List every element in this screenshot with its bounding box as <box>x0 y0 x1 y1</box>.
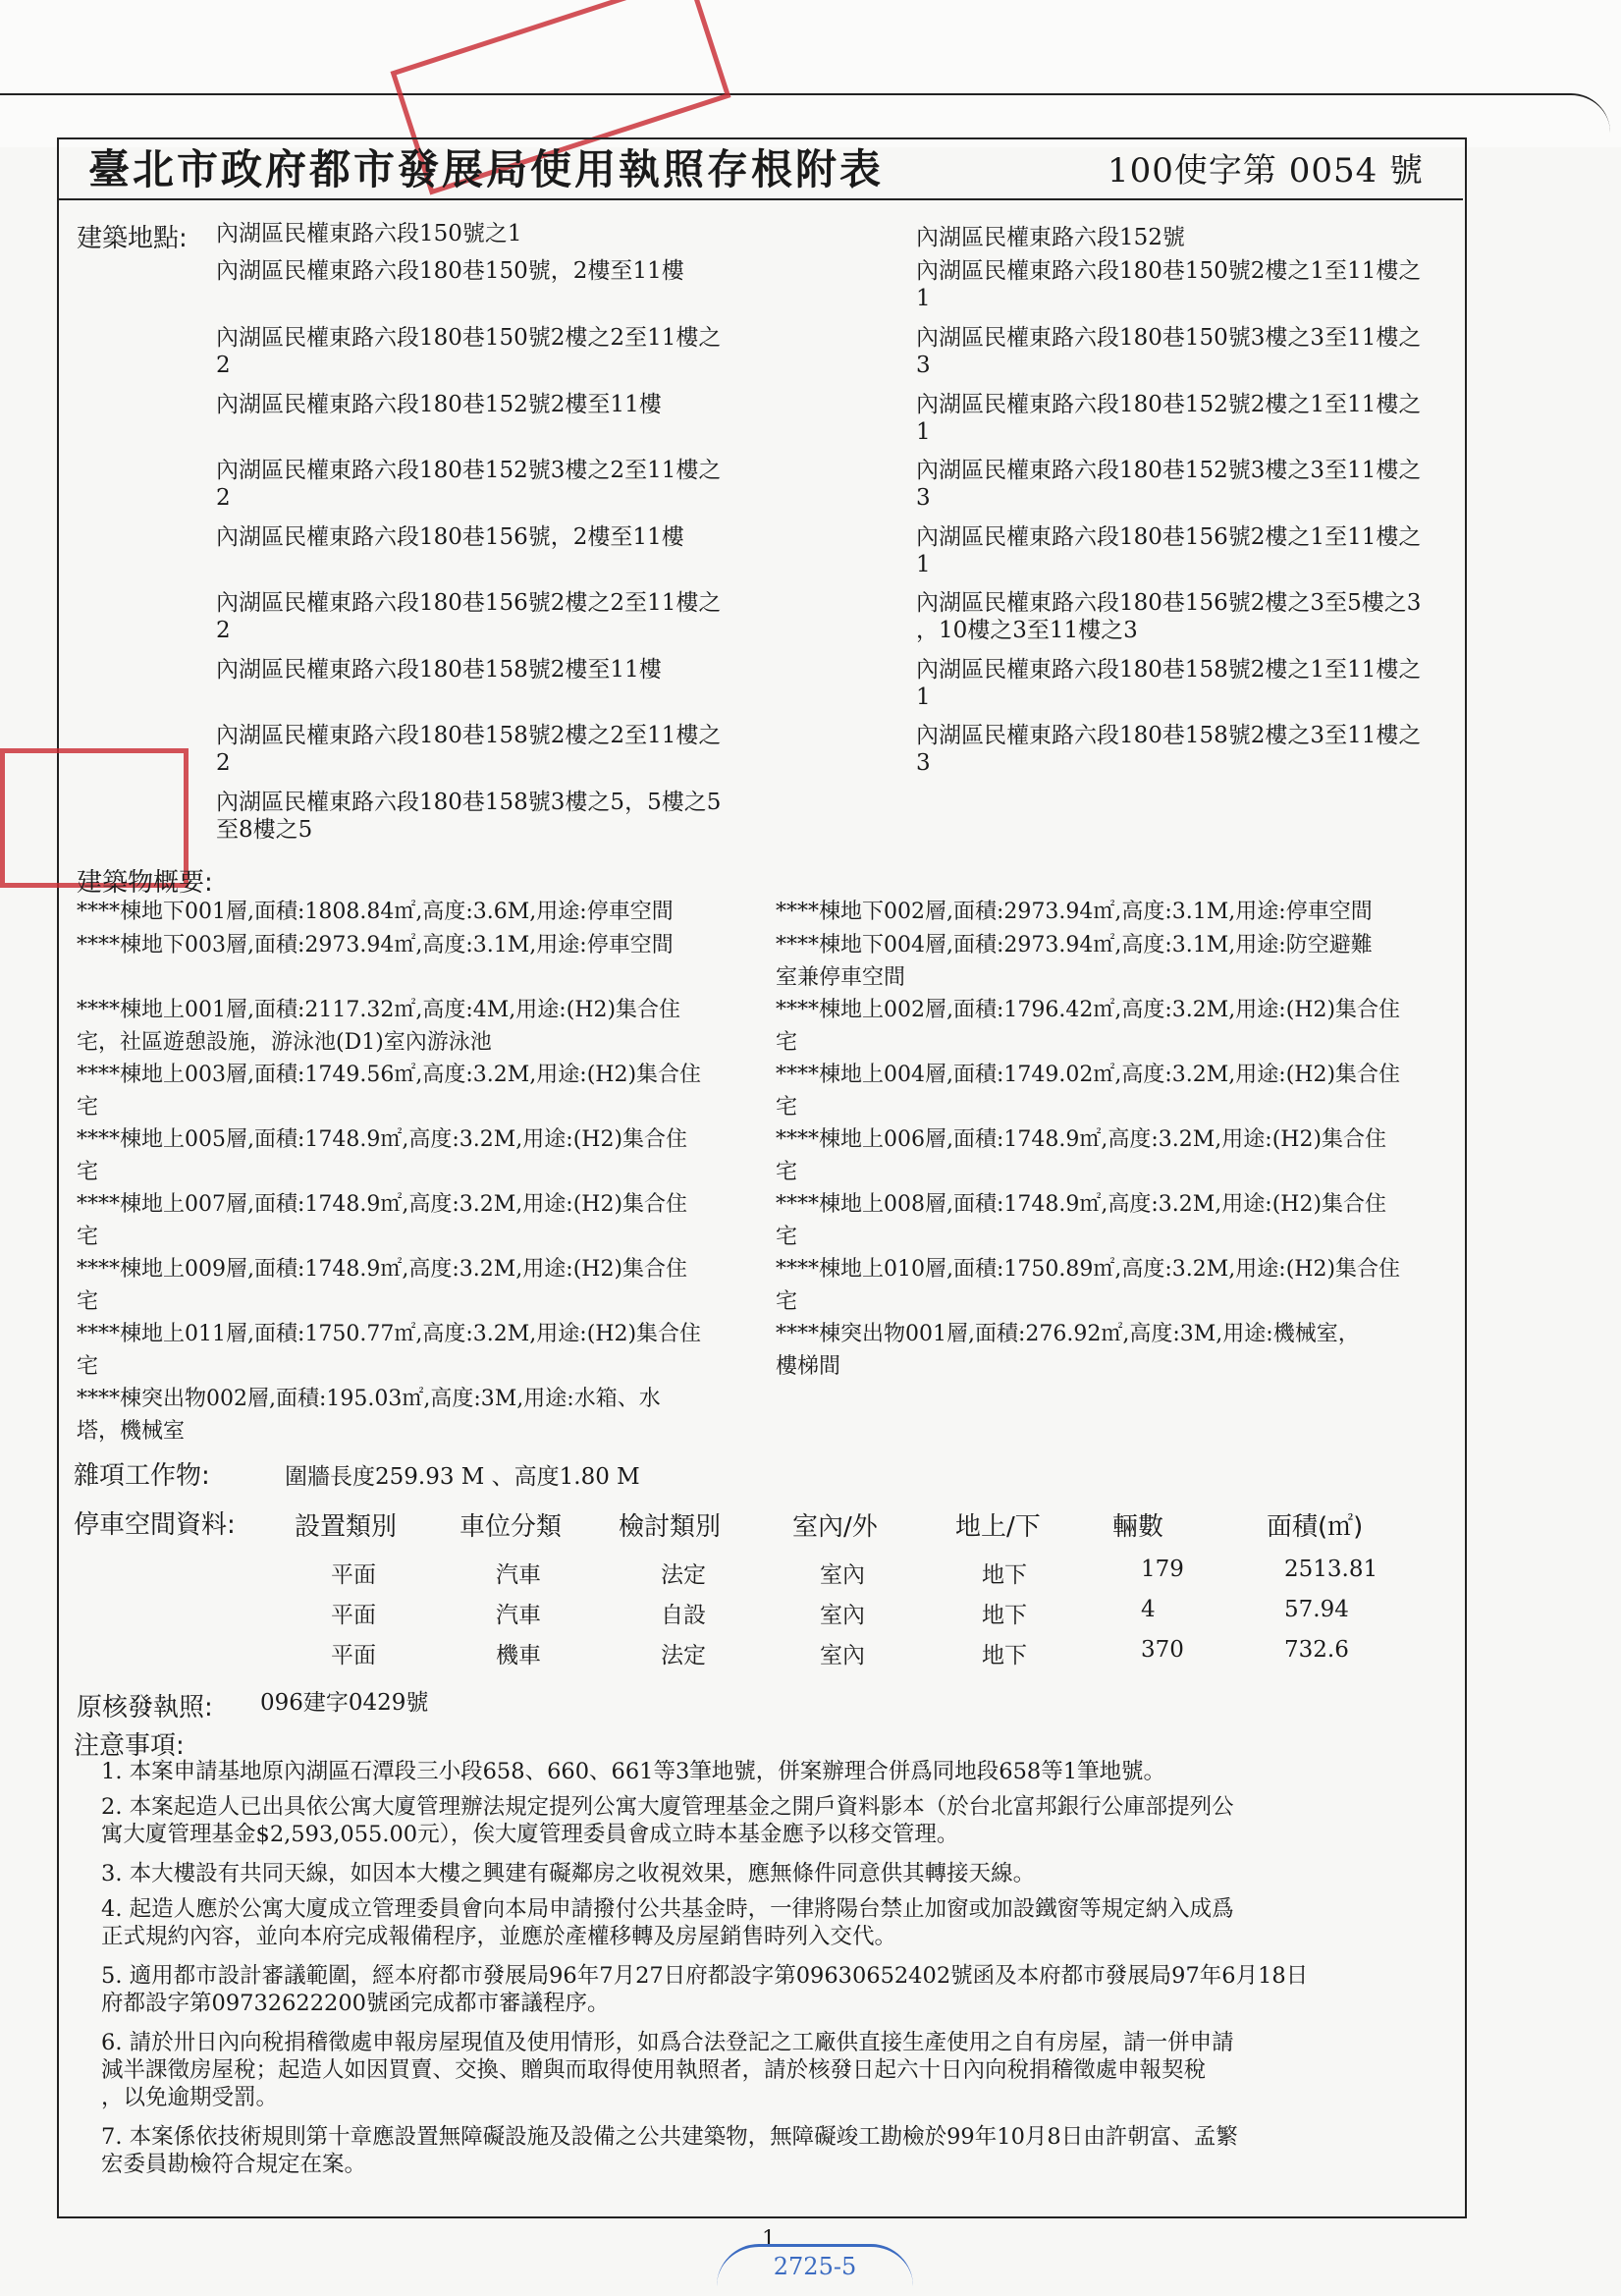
summary-right-item: ****棟突出物001層,面積:276.92㎡,高度:3M,用途:機械室， 樓梯間 <box>776 1322 1360 1379</box>
location-right-item: 內湖區民權東路六段180巷156號2樓之3至5樓之3 ，10樓之3至11樓之3 <box>916 590 1422 643</box>
location-left-item: 內湖區民權東路六段180巷158號2樓至11樓 <box>216 657 662 683</box>
summary-label: 建築物概要: <box>77 868 213 898</box>
location-right-item: 內湖區民權東路六段180巷152號3樓之3至11樓之 3 <box>916 458 1422 511</box>
parking-cell: 地下 <box>982 1562 1027 1588</box>
misc-label: 雜項工作物: <box>74 1461 210 1491</box>
location-left-item: 內湖區民權東路六段150號之1 <box>216 221 522 246</box>
parking-cell: 57.94 <box>1284 1597 1349 1622</box>
location-right-item: 內湖區民權東路六段152號 <box>916 225 1185 250</box>
parking-label: 停車空間資料: <box>74 1510 236 1540</box>
summary-left-item: ****棟地上003層,面積:1749.56㎡,高度:3.2M,用途:(H2)集合住 宅 <box>77 1063 702 1120</box>
summary-left-item: ****棟地上011層,面積:1750.77㎡,高度:3.2M,用途:(H2)集合住 宅 <box>77 1322 702 1379</box>
location-right-item: 內湖區民權東路六段180巷152號2樓之1至11樓之 1 <box>916 392 1422 445</box>
summary-left-item: ****棟地下001層,面積:1808.84㎡,高度:3.6M,用途:停車空間 <box>77 900 674 924</box>
note-item: 4. 起造人應於公寓大廈成立管理委員會向本局申請撥付公共基金時，一律將陽台禁止加窗或加設鐵窗等規定納入成爲 正式規約內容，並向本府完成報備程序，並應於產權移轉及房屋銷售時列入交代。 <box>101 1896 1234 1949</box>
parking-cell: 地下 <box>982 1603 1027 1628</box>
parking-header: 檢討類別 <box>619 1512 722 1542</box>
parking-cell: 汽車 <box>496 1562 541 1588</box>
location-left-item: 內湖區民權東路六段180巷152號2樓至11樓 <box>216 392 662 417</box>
parking-header: 車位分類 <box>459 1512 563 1542</box>
summary-right-item: ****棟地上008層,面積:1748.9㎡,高度:3.2M,用途:(H2)集合住 宅 <box>776 1192 1387 1249</box>
location-right-item: 內湖區民權東路六段180巷156號2樓之1至11樓之 1 <box>916 524 1422 577</box>
parking-cell: 法定 <box>661 1643 706 1668</box>
original-permit-value: 096建字0429號 <box>260 1690 429 1716</box>
summary-right-item: ****棟地上010層,面積:1750.89㎡,高度:3.2M,用途:(H2)集合住 宅 <box>776 1257 1401 1314</box>
note-item: 3. 本大樓設有共同天線，如因本大樓之興建有礙鄰房之收視效果，應無條件同意供其轉接天線。 <box>101 1861 1036 1886</box>
note-item: 2. 本案起造人已出具依公寓大廈管理辦法規定提列公寓大廈管理基金之開戶資料影本（於台北富邦銀行公庫部提列公 寓大廈管理基金$2,593,055.00元），俟大廈管理委員會成立時本基金應予以移交管理。 <box>101 1794 1234 1847</box>
location-left-item: 內湖區民權東路六段180巷150號，2樓至11樓 <box>216 258 684 284</box>
summary-right-item: ****棟地上006層,面積:1748.9㎡,高度:3.2M,用途:(H2)集合住 宅 <box>776 1127 1387 1184</box>
parking-cell: 4 <box>1141 1597 1156 1622</box>
parking-cell: 機車 <box>496 1643 541 1668</box>
document-title: 臺北市政府都市發展局使用執照存根附表 <box>88 145 885 193</box>
location-right-item: 內湖區民權東路六段180巷150號2樓之1至11樓之 1 <box>916 258 1422 311</box>
parking-cell: 平面 <box>331 1643 376 1668</box>
parking-cell: 地下 <box>982 1643 1027 1668</box>
note-item: 6. 請於卅日內向稅捐稽徵處申報房屋現值及使用情形，如爲合法登記之工廠供直接生產使用之自有房屋，請一併申請 減半課徵房屋稅；起造人如因買賣、交換、贈與而取得使用執照者，請於核發日起六十日內向稅捐稽徵處申報契稅 ，以免逾期受罰。 <box>101 2030 1234 2110</box>
parking-cell: 室內 <box>820 1603 865 1628</box>
bottom-stamp: 2725-5 <box>717 2244 913 2286</box>
location-left-item: 內湖區民權東路六段180巷156號，2樓至11樓 <box>216 524 684 550</box>
parking-cell: 179 <box>1141 1557 1184 1582</box>
location-left-item: 內湖區民權東路六段180巷150號2樓之2至11樓之 2 <box>216 325 722 378</box>
parking-header: 面積(㎡) <box>1267 1512 1364 1542</box>
location-left-item: 內湖區民權東路六段180巷158號3樓之5，5樓之5 至8樓之5 <box>216 790 722 843</box>
summary-right-item: ****棟地上002層,面積:1796.42㎡,高度:3.2M,用途:(H2)集合住 宅 <box>776 998 1401 1055</box>
misc-value: 圍牆長度259.93 M 、高度1.80 M <box>285 1464 640 1490</box>
note-item: 1. 本案申請基地原內湖區石潭段三小段658、660、661等3筆地號，併案辦理合併爲同地段658等1筆地號。 <box>101 1759 1166 1784</box>
summary-left-item: ****棟地上005層,面積:1748.9㎡,高度:3.2M,用途:(H2)集合住 宅 <box>77 1127 688 1184</box>
parking-header: 設置類別 <box>295 1512 398 1542</box>
summary-left-item: ****棟地下003層,面積:2973.94㎡,高度:3.1M,用途:停車空間 <box>77 933 674 957</box>
parking-cell: 自設 <box>661 1603 706 1628</box>
summary-right-item: ****棟地上004層,面積:1749.02㎡,高度:3.2M,用途:(H2)集合住 宅 <box>776 1063 1401 1120</box>
parking-header: 輛數 <box>1112 1512 1164 1542</box>
location-right-item: 內湖區民權東路六段180巷158號2樓之3至11樓之 3 <box>916 723 1422 776</box>
parking-cell: 732.6 <box>1284 1637 1349 1663</box>
summary-right-item: ****棟地下004層,面積:2973.94㎡,高度:3.1M,用途:防空避難 室兼停車空間 <box>776 933 1373 990</box>
parking-cell: 汽車 <box>496 1603 541 1628</box>
parking-cell: 室內 <box>820 1643 865 1668</box>
location-left-item: 內湖區民權東路六段180巷152號3樓之2至11樓之 2 <box>216 458 722 511</box>
parking-cell: 平面 <box>331 1603 376 1628</box>
parking-cell: 平面 <box>331 1562 376 1588</box>
page-number: 1 <box>762 2227 776 2252</box>
summary-left-item: ****棟突出物002層,面積:195.03㎡,高度:3M,用途:水箱、水 塔，機械室 <box>77 1387 661 1444</box>
summary-left-item: ****棟地上007層,面積:1748.9㎡,高度:3.2M,用途:(H2)集合住 宅 <box>77 1192 688 1249</box>
parking-cell: 室內 <box>820 1562 865 1588</box>
location-left-item: 內湖區民權東路六段180巷156號2樓之2至11樓之 2 <box>216 590 722 643</box>
parking-cell: 370 <box>1141 1637 1184 1663</box>
original-permit-label: 原核發執照: <box>77 1693 213 1722</box>
location-label: 建築地點: <box>77 224 188 253</box>
summary-left-item: ****棟地上001層,面積:2117.32㎡,高度:4M,用途:(H2)集合住 宅，社區遊憩設施，游泳池(D1)室內游泳池 <box>77 998 681 1055</box>
note-item: 5. 適用都市設計審議範圍，經本府都市發展局96年7月27日府都設字第09630652402號函及本府都市發展局97年6月18日 府都設字第09732622200號函完成都市審議程序。 <box>101 1963 1309 2016</box>
parking-cell: 2513.81 <box>1284 1557 1378 1582</box>
parking-header: 地上/下 <box>955 1512 1041 1542</box>
parking-header: 室內/外 <box>792 1512 878 1542</box>
summary-left-item: ****棟地上009層,面積:1748.9㎡,高度:3.2M,用途:(H2)集合住 宅 <box>77 1257 688 1314</box>
permit-number: 100使字第 0054 號 <box>1108 151 1425 191</box>
parking-cell: 法定 <box>661 1562 706 1588</box>
summary-right-item: ****棟地下002層,面積:2973.94㎡,高度:3.1M,用途:停車空間 <box>776 900 1373 924</box>
notes-label: 注意事項: <box>74 1731 185 1761</box>
location-left-item: 內湖區民權東路六段180巷158號2樓之2至11樓之 2 <box>216 723 722 776</box>
note-item: 7. 本案係依技術規則第十章應設置無障礙設施及設備之公共建築物，無障礙竣工勘檢於99年10月8日由許朝富、孟繁 宏委員勘檢符合規定在案。 <box>101 2124 1238 2177</box>
location-right-item: 內湖區民權東路六段180巷150號3樓之3至11樓之 3 <box>916 325 1422 378</box>
location-right-item: 內湖區民權東路六段180巷158號2樓之1至11樓之 1 <box>916 657 1422 710</box>
